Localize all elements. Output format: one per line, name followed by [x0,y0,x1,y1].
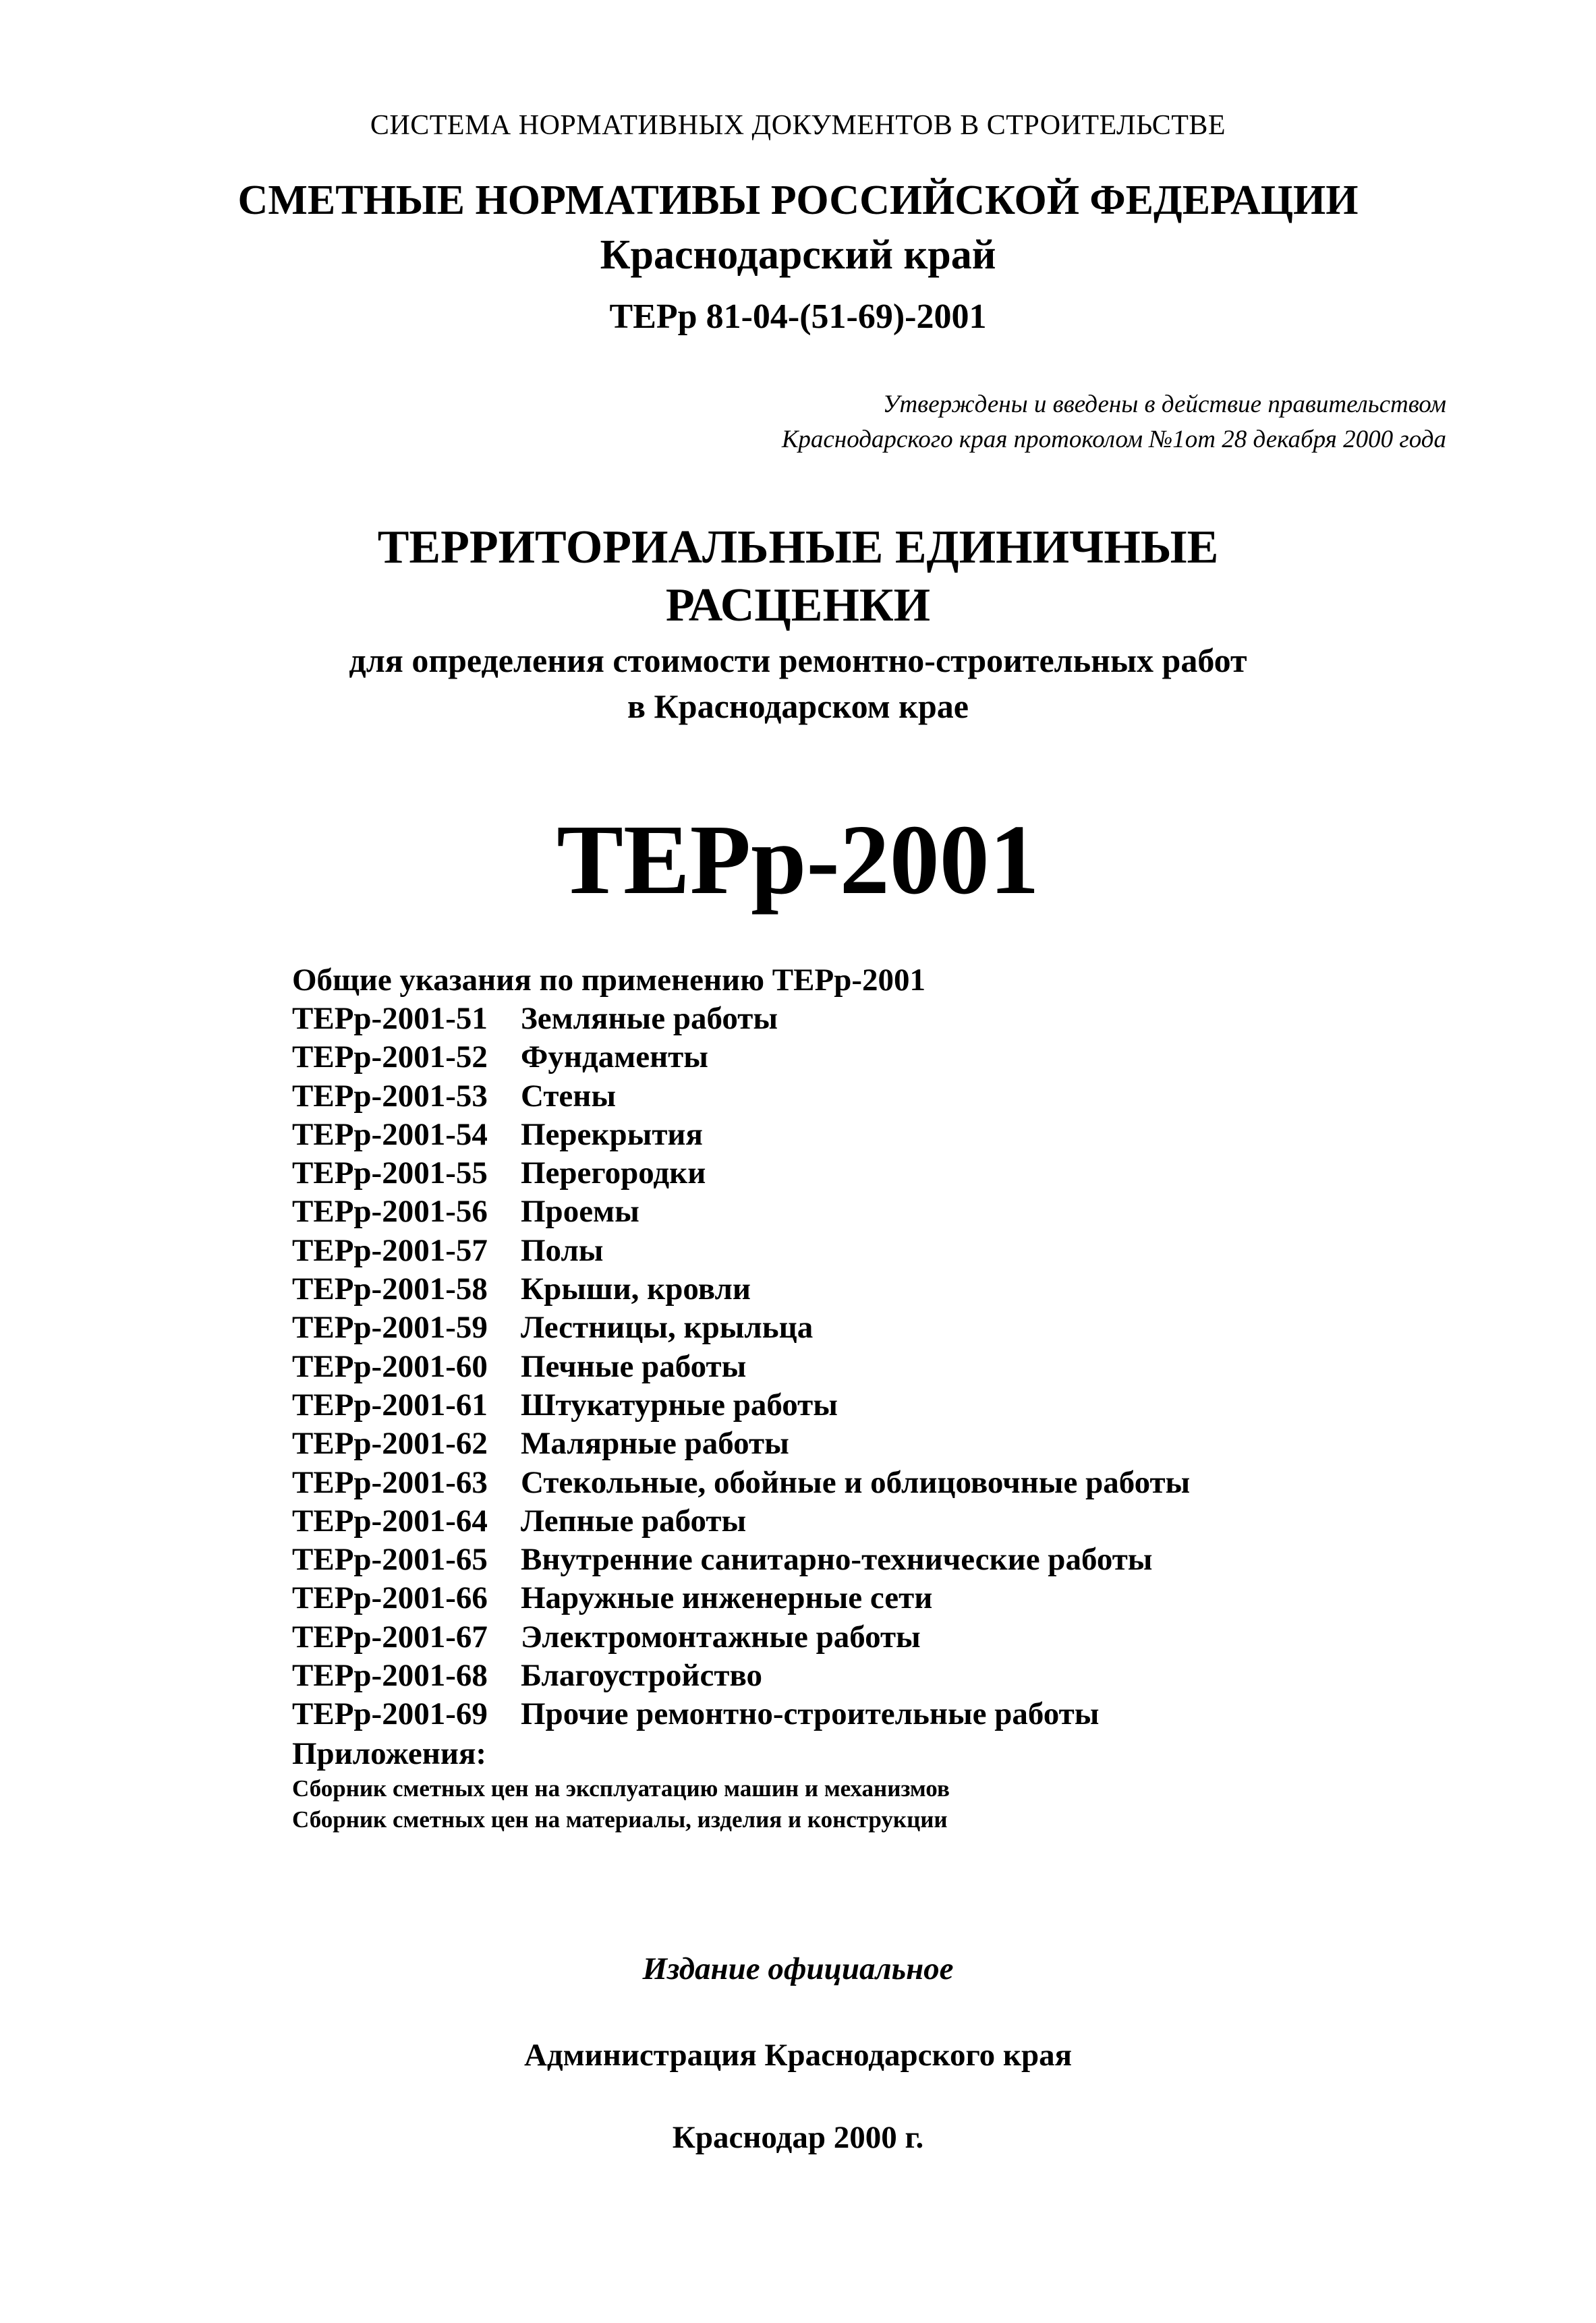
toc-item-title: Земляные работы [521,1001,778,1036]
toc-item-title: Малярные работы [521,1426,789,1462]
toc-item-title: Проемы [521,1194,639,1230]
toc-item-title: Печные работы [521,1348,747,1384]
toc-item-title: Полы [521,1232,604,1268]
document-code: ТЕРр 81-04-(51-69)-2001 [609,297,987,336]
toc-item-code: ТЕРр-2001-67 [292,1619,488,1655]
toc-item [292,1154,1405,1193]
toc-item [292,1270,1405,1309]
table-of-contents [292,961,1405,1835]
toc-item [292,1232,1405,1270]
toc-item [292,1348,1405,1386]
main-title-line-2: РАСЦЕНКИ [665,579,931,631]
approval-line-2: Краснодарского края протоколом №1от 28 декабря 2000 года [781,426,1446,453]
general-instructions: Общие указания по применению ТЕРр-2001 [292,963,925,998]
toc-item-code: ТЕРр-2001-56 [292,1194,488,1230]
toc-item-code: ТЕРр-2001-62 [292,1426,488,1462]
toc-item [292,1464,1405,1502]
toc-item-title: Стекольные, обойные и облицовочные работы [521,1464,1191,1500]
toc-item [292,1038,1405,1077]
toc-item-code: ТЕРр-2001-54 [292,1116,488,1152]
toc-item-title: Перегородки [521,1155,706,1191]
toc-item [292,1309,1405,1347]
toc-item-code: ТЕРр-2001-52 [292,1039,488,1075]
toc-item-title: Лепные работы [521,1503,747,1539]
place-and-year: Краснодар 2000 г. [672,2120,924,2155]
toc-item [292,1386,1405,1425]
toc-item-title: Наружные инженерные сети [521,1580,933,1616]
toc-item-code: ТЕРр-2001-63 [292,1464,488,1500]
toc-item-code: ТЕРр-2001-69 [292,1696,488,1732]
toc-item [292,1000,1405,1038]
collection-code: ТЕРр-2001 [557,805,1039,915]
appendices-label: Приложения: [292,1736,487,1771]
toc-item [292,1425,1405,1463]
toc-item-code: ТЕРр-2001-68 [292,1658,488,1694]
subtitle-line-1: для определения стоимости ремонтно-строительных работ [349,641,1247,679]
toc-item-title: Перекрытия [521,1116,703,1152]
toc-item-code: ТЕРр-2001-60 [292,1348,488,1384]
region-title: Краснодарский край [600,232,996,278]
appendix-item: Сборник сметных цен на материалы, изделия и конструкции [292,1806,948,1833]
toc-item-code: ТЕРр-2001-53 [292,1078,488,1114]
toc-item-title: Фундаменты [521,1039,708,1075]
toc-item [292,1116,1405,1154]
approval-line-1: Утверждены и введены в действие правительством [882,391,1446,418]
toc-item [292,1077,1405,1116]
toc-item-title: Благоустройство [521,1658,763,1694]
toc-item-title: Лестницы, крыльца [521,1310,814,1346]
toc-item-title: Внутренние санитарно-технические работы [521,1542,1153,1578]
publisher: Администрация Краснодарского края [523,2038,1073,2073]
toc-item-code: ТЕРр-2001-57 [292,1232,488,1268]
estimate-norms-title: СМЕТНЫЕ НОРМАТИВЫ РОССИЙСКОЙ ФЕДЕРАЦИИ [237,177,1359,223]
toc-item [292,1579,1405,1617]
toc-item [292,1541,1405,1579]
toc-item-code: ТЕРр-2001-64 [292,1503,488,1539]
toc-item-title: Стены [521,1078,617,1114]
toc-item-title: Прочие ремонтно-строительные работы [521,1696,1100,1732]
toc-item-code: ТЕРр-2001-58 [292,1271,488,1307]
toc-item-code: ТЕРр-2001-51 [292,1001,488,1036]
toc-item-code: ТЕРр-2001-66 [292,1580,488,1616]
toc-item-title: Электромонтажные работы [521,1619,921,1655]
toc-item-code: ТЕРр-2001-55 [292,1155,488,1191]
toc-item [292,1695,1405,1733]
toc-item-title: Штукатурные работы [521,1387,838,1423]
official-edition: Издание официальное [642,1951,954,1986]
toc-item-code: ТЕРр-2001-61 [292,1387,488,1423]
toc-item [292,1657,1405,1695]
toc-item-title: Крыши, кровли [521,1271,751,1307]
toc-item-code: ТЕРр-2001-59 [292,1310,488,1346]
appendix-item: Сборник сметных цен на эксплуатацию машин и механизмов [292,1775,950,1802]
toc-item [292,1502,1405,1541]
subtitle-line-2: в Краснодарском крае [627,687,969,725]
main-title-line-1: ТЕРРИТОРИАЛЬНЫЕ ЕДИНИЧНЫЕ [377,521,1219,573]
system-heading: СИСТЕМА НОРМАТИВНЫХ ДОКУМЕНТОВ В СТРОИТЕЛЬСТВЕ [370,110,1226,141]
toc-item [292,1618,1405,1657]
toc-item [292,1193,1405,1231]
toc-item-code: ТЕРр-2001-65 [292,1542,488,1578]
